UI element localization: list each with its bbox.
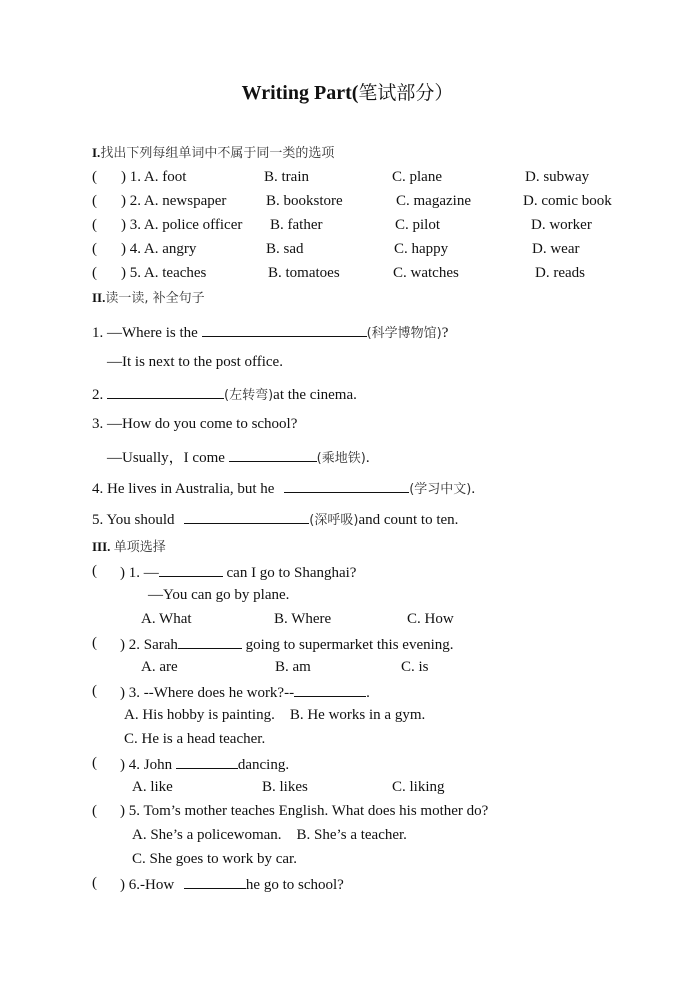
section-num: III. (92, 539, 111, 554)
s2-q5 (92, 509, 458, 530)
section-num: I. (92, 145, 101, 160)
q (120, 562, 356, 582)
answer-blank[interactable] (176, 754, 238, 769)
option-b: B. sad (266, 241, 304, 257)
text: . (471, 481, 476, 497)
option-c: C. happy (394, 241, 449, 257)
s2-q4 (92, 478, 475, 499)
section-1-heading (92, 144, 334, 163)
text: he go to school? (245, 877, 344, 893)
s2-q2 (92, 384, 357, 405)
s3-q2 (92, 634, 454, 653)
option[interactable]: C. How (407, 611, 454, 627)
paren: ( (92, 875, 97, 891)
options[interactable]: A. She’s a policewoman. B. She’s a teacher. (132, 827, 407, 843)
paren: ( (92, 635, 97, 651)
option[interactable]: C. liking (392, 779, 445, 795)
answer-paren[interactable]: ( (92, 241, 97, 257)
hint: (科学博物馆) (366, 326, 442, 341)
text: 5. You should (92, 512, 179, 528)
text: ) 5. Tom’s mother teaches English. What does his mother do? (120, 803, 489, 819)
section-2-heading (92, 289, 205, 308)
option[interactable]: B. Where (274, 611, 332, 627)
answer-paren[interactable]: ( (92, 265, 97, 281)
text: ) 4. John (120, 757, 176, 773)
q (120, 754, 289, 774)
text: . (366, 685, 370, 701)
text: can I go to Shanghai? (222, 565, 357, 581)
text: going to supermarket this evening. (241, 637, 454, 653)
option[interactable]: C. is (401, 659, 429, 675)
answer-blank[interactable] (294, 682, 366, 697)
answer-blank[interactable] (184, 874, 246, 889)
section-title: 读一读, 补全句子 (105, 291, 205, 306)
s3-q1-answer: —You can go by plane. (148, 587, 290, 603)
text: 4. He lives in Australia, but he (92, 481, 279, 497)
s2-q3: 3. —How do you come to school? (92, 416, 298, 432)
text: and count to ten. (358, 512, 459, 528)
option[interactable]: A. What (141, 611, 192, 627)
text: at the cinema. (273, 387, 357, 403)
paren: ( (92, 563, 97, 579)
text: ) 6.-How (120, 877, 178, 893)
section-3-heading (92, 538, 166, 557)
section-title: 找出下列每组单词中不属于同一类的选项 (100, 146, 335, 161)
hint: (乘地铁) (316, 451, 366, 466)
question-option-a: ) 1. A. foot (121, 169, 187, 185)
option-d: D. comic book (523, 193, 612, 209)
option-b: B. bookstore (266, 193, 343, 209)
answer-paren[interactable]: ( (92, 193, 97, 209)
hint: (深呼吸) (309, 513, 359, 528)
text: ) 3. --Where does he work?-- (120, 685, 295, 701)
question-option-a: ) 4. A. angry (121, 241, 197, 257)
title-cn: 笔试部分） (358, 82, 454, 104)
option-c: C. magazine (396, 193, 471, 209)
option-c: C. pilot (395, 217, 441, 233)
option[interactable]: C. She goes to work by car. (132, 851, 297, 867)
paren: ( (92, 755, 97, 771)
q (120, 634, 454, 654)
text: dancing. (237, 757, 290, 773)
option[interactable]: C. He is a head teacher. (124, 731, 266, 747)
answer-blank[interactable] (178, 634, 242, 649)
q (120, 874, 344, 894)
s2-q1 (92, 322, 448, 343)
option-d: D. reads (535, 265, 585, 281)
title-en: Writing Part( (241, 82, 359, 104)
answer-blank[interactable] (184, 509, 309, 524)
option-b: B. tomatoes (268, 265, 340, 281)
option-b: B. father (270, 217, 323, 233)
answer-blank[interactable] (107, 384, 224, 399)
paren: ( (92, 683, 97, 699)
option-d: D. worker (531, 217, 592, 233)
option[interactable]: B. am (275, 659, 311, 675)
option-d: D. subway (525, 169, 590, 185)
question-option-a: ) 2. A. newspaper (121, 193, 227, 209)
section-num: II. (92, 290, 106, 305)
text: 1. —Where is the (92, 325, 202, 341)
s3-q5 (92, 802, 489, 820)
text: ? (441, 325, 449, 341)
s3-q3 (92, 682, 370, 701)
answer-blank[interactable] (202, 322, 367, 337)
s3-q6 (92, 874, 344, 893)
s2-q1-answer: —It is next to the post office. (107, 354, 283, 370)
hint: (学习中文) (409, 482, 472, 497)
question-option-a: ) 3. A. police officer (121, 217, 243, 233)
option-d: D. wear (532, 241, 580, 257)
answer-blank[interactable] (229, 447, 317, 462)
s2-q3b (107, 447, 370, 468)
option-c: C. watches (393, 265, 459, 281)
option[interactable]: A. like (132, 779, 173, 795)
answer-paren[interactable]: ( (92, 217, 97, 233)
section-title: 单项选择 (113, 540, 166, 555)
option-b: B. train (264, 169, 309, 185)
answer-blank[interactable] (284, 478, 409, 493)
question-option-a: ) 5. A. teaches (121, 265, 207, 281)
text: ) 2. Sarah (120, 637, 178, 653)
options[interactable]: A. His hobby is painting. B. He works in a gym. (124, 707, 426, 723)
option-c: C. plane (392, 169, 442, 185)
paren: ( (92, 803, 97, 819)
option[interactable]: A. are (141, 659, 178, 675)
text: ) 1. — (120, 565, 159, 581)
text: 2. (92, 387, 107, 403)
answer-paren[interactable]: ( (92, 169, 97, 185)
s3-q1 (92, 562, 357, 581)
hint: (左转弯) (224, 388, 274, 403)
text: . (365, 450, 370, 466)
answer-blank[interactable] (159, 562, 223, 577)
text: —Usually，I come (107, 450, 229, 466)
s3-q4 (92, 754, 290, 773)
page-title (0, 78, 695, 105)
option[interactable]: B. likes (262, 779, 308, 795)
q (120, 682, 370, 702)
